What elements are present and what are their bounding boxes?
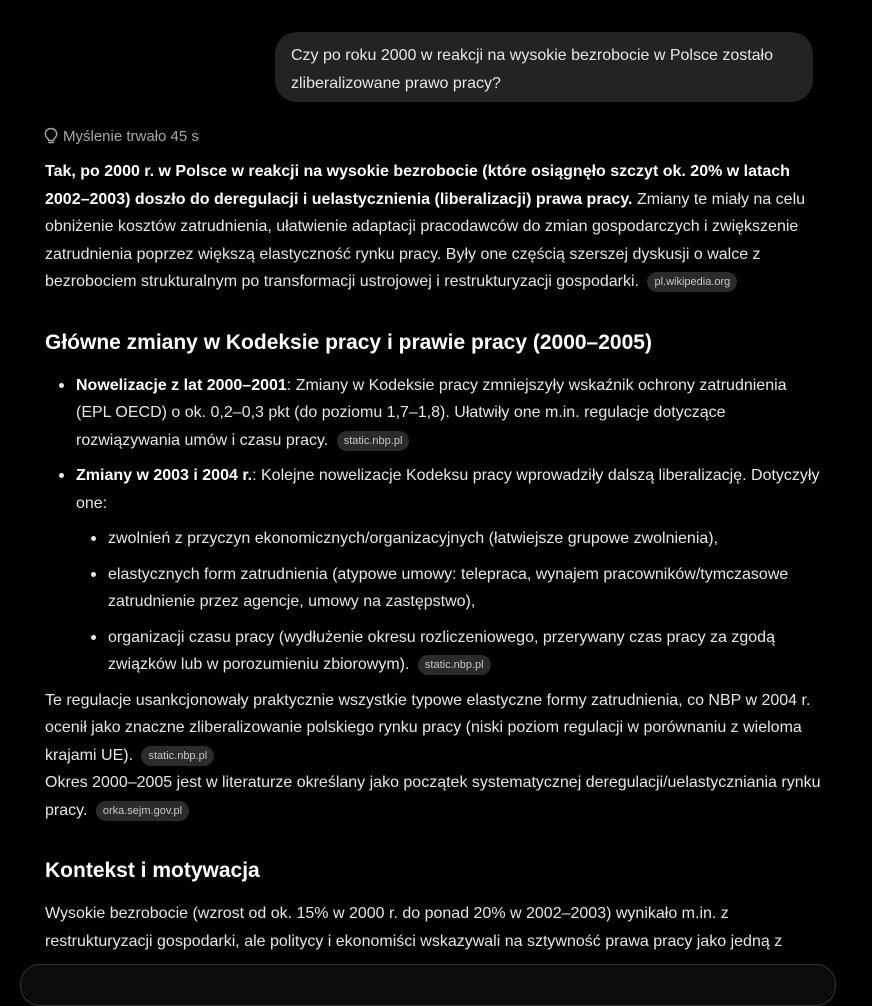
list-item-bold: Zmiany w 2003 i 2004 r.: [76, 467, 253, 484]
assistant-answer: [45, 158, 825, 955]
section-heading: Kontekst i motywacja: [45, 859, 260, 882]
user-message-bubble: [275, 32, 813, 102]
changes-list: [45, 372, 825, 679]
paragraph-text: Te regulacje usankcjonowały praktycznie wszystkie typowe elastyczne formy zatrudnienia, co NBP w 2004 r. ocenił jako znaczne zliberalizowanie polskiego rynku pracy (niski poziom regulacji w porównaniu z wieloma krajami UE).: [45, 691, 811, 764]
source-chip[interactable]: static.nbp.pl: [141, 746, 214, 766]
lightbulb-icon: [43, 127, 59, 145]
list-item: [45, 462, 825, 679]
source-chip[interactable]: orka.sejm.gov.pl: [96, 801, 189, 821]
sub-list-item-text: elastycznych form zatrudnienia (atypowe umowy: telepraca, wynajem pracowników/tymczasowe zatrudnienie przez agencje, umowy na zastępstwo),: [108, 565, 789, 610]
paragraph: [45, 687, 825, 770]
paragraph: [45, 769, 825, 824]
list-item: [45, 372, 825, 455]
list-item-text: : Kolejne nowelizacje Kodeksu pracy wprowadziły dalszą liberalizację. Dotyczyły one:: [76, 467, 820, 512]
message-input-bar[interactable]: [20, 964, 836, 1006]
sub-list-item-text: organizacji czasu pracy (wydłużenie okresu rozliczeniowego, przerywany czas pracy za zgodą związków lub w porozumieniu zbiorowym).: [108, 628, 775, 673]
sub-list-item: [76, 624, 825, 679]
user-message-line: Czy po roku 2000 w reakcji na wysokie bezrobocie w Polsce zostało: [291, 47, 774, 64]
section-heading: Główne zmiany w Kodeksie pracy i prawie pracy (2000–2005): [45, 330, 652, 354]
paragraph: [45, 900, 825, 955]
list-item-bold: Nowelizacje z lat 2000–2001: [76, 376, 287, 394]
sub-list: [76, 525, 825, 679]
intro-text: Zmiany te miały na celu obniżenie kosztów zatrudnienia, ułatwienie adaptacji pracodawców do zmian gospodarczych i zwiększenie zatrudnienia poprzez większą elastyczność rynku pracy. Były one częścią szerszej dyskusji o walce z bezrobociem strukturalnym po transformacji ustrojowej i restrukturyzacji gospodarki.: [45, 190, 806, 290]
intro-paragraph: [45, 158, 825, 296]
intro-bold-text: Tak, po 2000 r. w Polsce w reakcji na wysokie bezrobocie (które osiągnęło szczyt ok. 20% w latach 2002–2003) doszło do deregulacji i uelastycznienia (liberalizacji) prawa pracy.: [45, 163, 790, 208]
sub-list-item: [76, 525, 825, 553]
sub-list-item-text: zwolnień z przyczyn ekonomicznych/organizacyjnych (łatwiejsze grupowe zwolnienia),: [108, 530, 719, 547]
thinking-toggle[interactable]: [43, 126, 199, 146]
paragraph-text: Okres 2000–2005 jest w literaturze określany jako początek systematycznej deregulacji/uelastyczniania rynku pracy.: [45, 774, 821, 819]
user-message-line: zliberalizowane prawo pracy?: [291, 75, 501, 92]
list-item-text: : Zmiany w Kodeksie pracy zmniejszyły wskaźnik ochrony zatrudnienia (EPL OECD) o ok. 0,2–0,3 pkt (do poziomu 1,7–1,8). Ułatwiły one m.in. regulacje dotyczące rozwiązywania umów i czasu pracy.: [76, 376, 787, 449]
paragraph-text: Wysokie bezrobocie (wzrost od ok. 15% w 2000 r. do ponad 20% w 2002–2003) wynikało m.in. z restrukturyzacji gospodarki, ale politycy i ekonomiści wskazywali na sztywność prawa pracy jako jedną z: [45, 905, 783, 950]
source-chip[interactable]: static.nbp.pl: [418, 655, 491, 675]
thinking-label: Myślenie trwało 45 s: [63, 127, 199, 145]
source-chip[interactable]: pl.wikipedia.org: [647, 272, 737, 292]
source-chip[interactable]: static.nbp.pl: [337, 431, 410, 451]
sub-list-item: [76, 561, 825, 616]
